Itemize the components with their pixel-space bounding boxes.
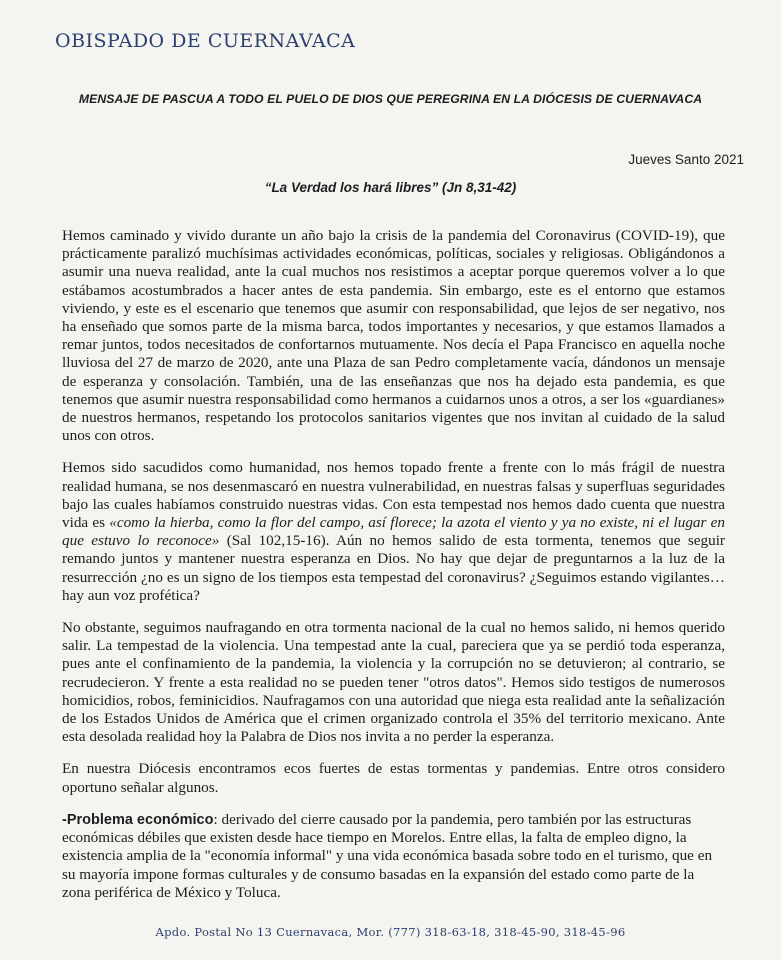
paragraph-5 (62, 811, 725, 902)
paragraph-2-text-c: (Sal 102,15-16). Aún no hemos salido de esta tormenta, tenemos que seguir remando juntos y mantener nuestra esperanza en Dios. No hay que dejar de preguntarnos a la luz de la resurrección ¿no es un signo de los tiempos esta tempestad del coronavirus? ¿Seguimos estando vigilantes… hay aun voz profética? (62, 532, 725, 604)
document-epigraph: “La Verdad los hará libres” (Jn 8,31-42) (264, 180, 517, 195)
paragraph-1: Hemos caminado y vivido durante un año bajo la crisis de la pandemia del Coronavirus (COVID-19), que prácticamente paralizó muchísimas actividades económicas, políticas, sociales y religiosas. Obligándonos a asumir una nueva realidad, ante la cual muchos nos resistimos a aceptar porque queremos volver a lo que estábamos acostumbrados a hacer antes de esta pandemia. Sin embargo, este es el entorno que estamos viviendo, y este es el escenario que tenemos que asumir con responsabilidad, que lejos de ser negativo, nos ha enseñado que somos parte de la misma barca, todos importantes y necesarios, y que estamos llamados a remar juntos, todos necesitados de confortarnos mutuamente. Nos decía el Papa Francisco en aquella noche lluviosa del 27 de marzo de 2020, ante una Plaza de san Pedro completamente vacía, dándonos un mensaje de esperanza y consolación. También, una de las enseñanzas que nos ha dejado esta pandemia, es que tenemos que asumir nuestra responsabilidad como hermanos a cuidarnos unos a otros, a ser los «guardianes» de nuestros hermanos, respetando los protocolos sanitarios vigentes que nos invitan al cuidado de la salud unos con otros. (62, 227, 725, 445)
paragraph-5-text: : derivado del cierre causado por la pandemia, pero también por las estructuras económicas débiles que existen desde hace tiempo en Morelos. Entre ellas, la falta de empleo digno, la existencia amplia de la "economía informal" y una vida económica basada sobre todo en el turismo, que en su mayoría impone formas culturales y de consumo basadas en la expansión del estado como parte de la zona periférica de México y Toluca. (62, 810, 713, 901)
economic-problem-heading: -Problema económico (62, 811, 214, 828)
letter-body (62, 227, 725, 916)
letterhead: OBISPADO DE CUERNAVACA (55, 30, 356, 52)
document-heading: MENSAJE DE PASCUA A TODO EL PUELO DE DIOS QUE PEREGRINA EN LA DIÓCESIS DE CUERNAVACA (78, 92, 703, 106)
paragraph-2 (62, 459, 725, 605)
psalm-quote: «como la hierba, como la flor del campo, así florece; la azota el viento y ya no existe, ni el lugar en que estuvo lo reconoce» (62, 514, 725, 550)
paragraph-4: En nuestra Diócesis encontramos ecos fuertes de estas tormentas y pandemias. Entre otros considero oportuno señalar algunos. (62, 760, 725, 796)
footer-address: Apdo. Postal No 13 Cuernavaca, Mor. (777) 318-63-18, 318-45-90, 318-45-96 (155, 925, 626, 939)
paragraph-3: No obstante, seguimos naufragando en otra tormenta nacional de la cual no hemos salido, ni hemos querido salir. La tempestad de la violencia. Una tempestad ante la cual, pareciera que ya se perdió toda esperanza, pues ante el confinamiento de la pandemia, la violencia y la corrupción no se detuvieron; al contrario, se recrudecieron. Y frente a esta realidad no se pueden tener "otros datos". Hemos sido testigos de numerosos homicidios, robos, feminicidios. Naufragamos con una autoridad que niega esta realidad ante la señalización de los Estados Unidos de América que el crimen organizado controla el 35% del territorio mexicano. Ante esta desolada realidad hoy la Palabra de Dios nos invita a no perder la esperanza. (62, 619, 725, 746)
document-date: Jueves Santo 2021 (628, 152, 744, 167)
paragraph-2-text-a: Hemos sido sacudidos como humanidad, nos hemos topado frente a frente con lo más frágil de nuestra realidad humana, se nos desenmascaró en nuestra vulnerabilidad, en nuestras falsas y superfluas seguridades bajo las cuales habíamos construido nuestras vidas. Con esta tempestad nos hemos dado cuenta que nuestra vida es (62, 459, 725, 532)
